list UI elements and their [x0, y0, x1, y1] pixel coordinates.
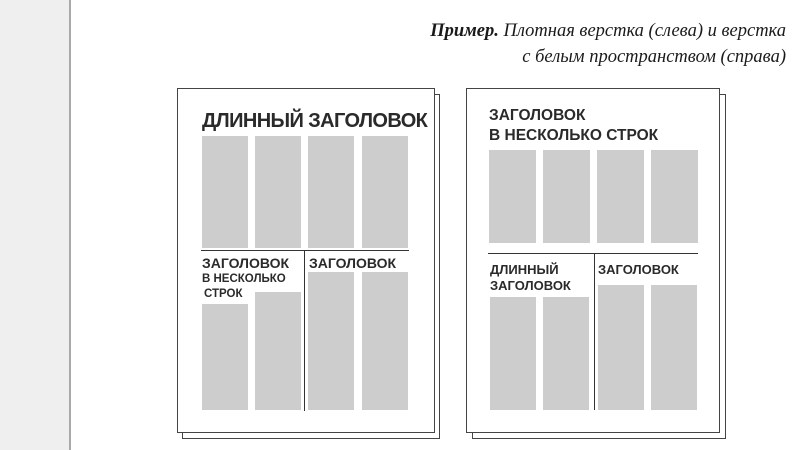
left-bottom-block-1 — [202, 304, 248, 410]
right-bottom-block-1 — [490, 297, 536, 410]
caption-line-1 — [266, 18, 786, 44]
left-top-block-4 — [362, 136, 408, 248]
left-panel — [0, 0, 69, 450]
left-top-block-1 — [202, 136, 248, 248]
caption — [266, 18, 786, 70]
right-sub-heading-b: ЗАГОЛОВОК — [598, 262, 679, 277]
left-bottom-block-4 — [362, 272, 408, 410]
left-main-heading: ДЛИННЫЙ ЗАГОЛОВОК — [202, 110, 428, 132]
right-top-block-1 — [489, 150, 536, 243]
caption-text-1: Плотная верстка (слева) и верстка — [503, 21, 786, 41]
left-top-block-2 — [255, 136, 301, 248]
left-sub-heading-a-line-1: ЗАГОЛОВОК — [202, 255, 290, 271]
right-horizontal-rule — [488, 253, 698, 254]
right-bottom-block-3 — [598, 285, 644, 410]
left-vertical-rule — [304, 251, 305, 411]
right-main-heading-line-2: В НЕСКОЛЬКО СТРОК — [489, 127, 659, 144]
left-sub-heading-b: ЗАГОЛОВОК — [309, 255, 397, 271]
right-sub-heading-a-line-1: ДЛИННЫЙ — [490, 262, 559, 277]
right-bottom-block-2 — [543, 297, 589, 410]
right-vertical-rule — [594, 254, 595, 410]
left-sub-heading-a-line-2: В НЕСКОЛЬКО — [202, 273, 286, 285]
right-top-block-4 — [651, 150, 698, 243]
right-sub-heading-a-line-2: ЗАГОЛОВОК — [490, 278, 571, 293]
left-sub-heading-a-line-3: СТРОК — [204, 288, 243, 300]
right-bottom-block-4 — [651, 285, 697, 410]
caption-line-2: с белым пространством (справа) — [522, 47, 786, 67]
right-main-heading-line-1: ЗАГОЛОВОК — [489, 107, 586, 124]
left-horizontal-rule — [201, 250, 409, 251]
right-top-block-2 — [543, 150, 590, 243]
left-bottom-block-3 — [308, 272, 354, 410]
left-bottom-block-2 — [255, 292, 301, 410]
left-top-block-3 — [308, 136, 354, 248]
right-top-block-3 — [597, 150, 644, 243]
left-divider — [69, 0, 71, 450]
caption-lead: Пример. — [430, 21, 499, 41]
